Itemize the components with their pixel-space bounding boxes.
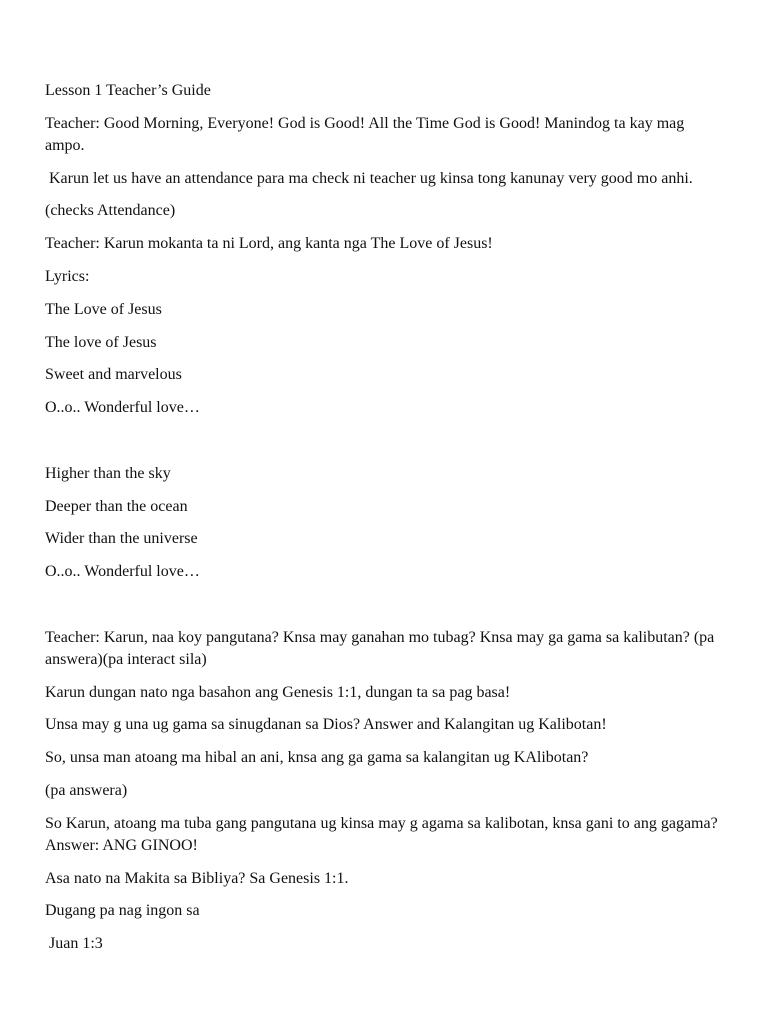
- verse-spacer: [45, 430, 725, 463]
- lesson-title: Lesson 1 Teacher’s Guide: [45, 82, 211, 99]
- lyric-line: O..o.. Wonderful love…: [45, 399, 200, 417]
- attendance-note: (checks Attendance): [45, 202, 176, 220]
- song-intro-paragraph: Teacher: Karun mokanta ta ni Lord, ang kanta nga The Love of Jesus!: [45, 235, 493, 253]
- verse-spacer: [45, 594, 725, 627]
- discussion-paragraph: Juan 1:3: [45, 935, 103, 953]
- greeting-paragraph: Teacher: Good Morning, Everyone! God is Good! All the Time God is Good! Manindog ta kay mag ampo.: [45, 114, 689, 154]
- discussion-paragraph: Karun dungan nato nga basahon ang Genesis 1:1, dungan ta sa pag basa!: [45, 683, 511, 701]
- discussion-paragraph: Dugang pa nag ingon sa: [45, 902, 200, 920]
- lyric-line: Wider than the universe: [45, 530, 198, 548]
- document-page: [45, 80, 725, 966]
- discussion-paragraph: Asa nato na Makita sa Bibliya? Sa Genesis 1:1.: [45, 869, 349, 887]
- lyric-line: The love of Jesus: [45, 333, 157, 351]
- attendance-intro-paragraph: Karun let us have an attendance para ma check ni teacher ug kinsa tong kanunay very good mo anhi.: [45, 169, 693, 187]
- lyric-line: The Love of Jesus: [45, 300, 162, 318]
- lyric-line: O..o.. Wonderful love…: [45, 563, 200, 581]
- lyrics-label: Lyrics:: [45, 267, 90, 285]
- discussion-paragraph: Unsa may g una ug gama sa sinugdanan sa Dios? Answer and Kalangitan ug Kalibotan!: [45, 716, 607, 734]
- discussion-paragraph: So Karun, atoang ma tuba gang pangutana ug kinsa may g agama sa kalibotan, knsa gani to ang gagama? Answer: ANG GINOO!: [45, 814, 721, 854]
- lyric-line: Higher than the sky: [45, 464, 171, 482]
- discussion-paragraph: Teacher: Karun, naa koy pangutana? Knsa may ganahan mo tubag? Knsa may ga gama sa kalibutan? (pa answera)(pa interact sila): [45, 628, 719, 668]
- lyric-line: Sweet and marvelous: [45, 366, 182, 384]
- discussion-paragraph: So, unsa man atoang ma hibal an ani, knsa ang ga gama sa kalangitan ug KAlibotan?: [45, 749, 589, 767]
- lyric-line: Deeper than the ocean: [45, 497, 188, 515]
- discussion-paragraph: (pa answera): [45, 781, 128, 799]
